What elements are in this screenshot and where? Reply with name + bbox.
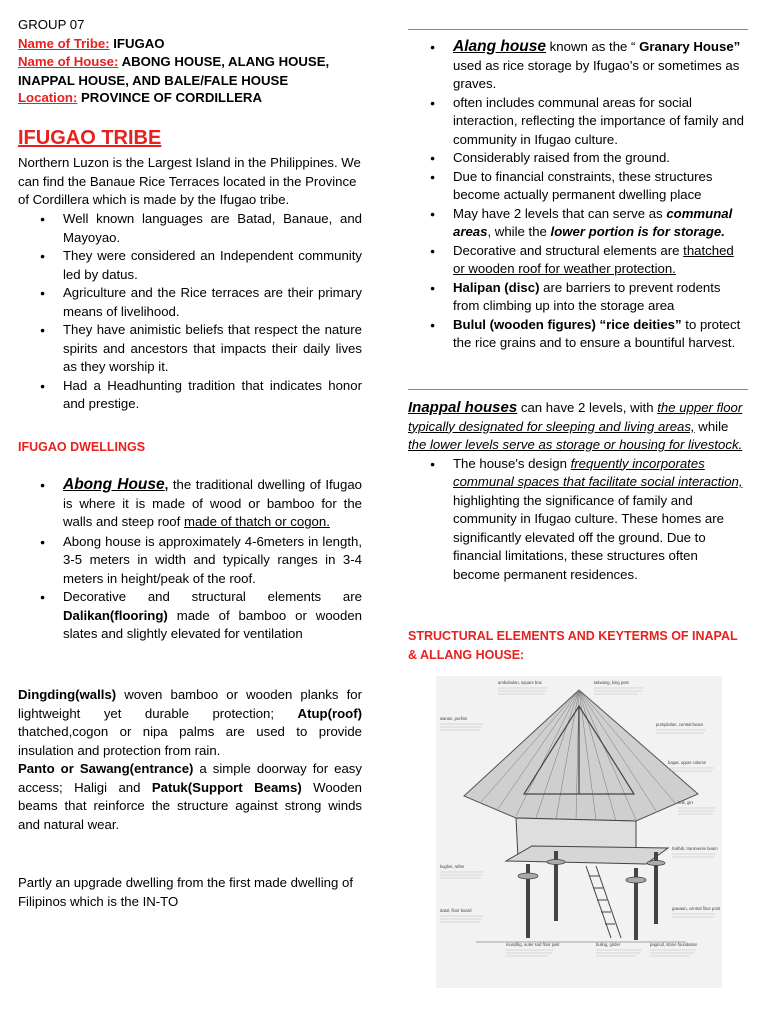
list-item [408,38,748,94]
diagram-label: datol, floor board [440,908,472,913]
atup-term: Atup(roof) [297,705,362,721]
panto-term: Panto or Sawang(entrance) [18,761,194,776]
list-item: ● Well known languages are Batad, Banaue, and Mayoyao. [18,210,362,247]
tribe-intro: Northern Luzon is the Largest Island in the Philippines. We can find the Banaue Rice Terraces located in the Province of Cordillera which is made by the Ifugao tribe. [18,155,361,207]
location-line [18,89,362,108]
inappal-p1: can have 2 levels, with [517,400,658,415]
halipan-term: Halipan (disc) [453,279,540,295]
tribe-title: IFUGAO TRIBE [18,127,162,149]
right-column [408,38,748,353]
group-label: GROUP 07 [18,17,85,32]
diagram-label: huk, girt [678,800,693,805]
abong-comma: , [164,477,169,492]
alang-bullet-list [408,38,748,353]
divider [408,29,748,30]
inappal-bullet-list [408,455,748,585]
inappal-house-name: Inappal houses [408,399,518,416]
tribe-line [18,35,362,54]
abong-bullet-list [18,476,362,644]
location-value: PROVINCE OF CORDILLERA [77,90,262,105]
alang-decor-b: thatched or wooden roof for weather protection. [453,242,734,276]
bulul-desc: to protect the rice grains and to ensure a bountiful harvest. [453,316,741,350]
alang-levels-b: communal areas [453,205,733,239]
alang-known: known as the “ [546,39,640,54]
dalikan-desc: made of bamboo or wooden slates and slightly elevated for ventilation [63,607,362,641]
tribe-label: Name of Tribe: [18,36,110,51]
decor-intro: Decorative and structural elements are [63,589,362,604]
structural-heading: STRUCTURAL ELEMENTS AND KEYTERMS OF INAPAL & ALLANG HOUSE: [408,629,738,662]
diagram-label: takwang, king post [594,680,629,685]
list-item: ● Agriculture and the Rice terraces are their primary means of livelihood. [18,284,362,321]
list-item [408,455,748,585]
diagram-label: ambubulan, square box [498,680,542,685]
halipan-desc: are barriers to prevent rodents from climbing up into the storage area [453,279,721,313]
house-label: Name of House: [18,54,119,69]
dalikan-term: Dalikan(flooring) [63,607,168,623]
list-item [408,279,748,316]
list-item [18,476,362,532]
abong-house-name: Abong House [63,476,165,493]
diagram-label: halihib, transverse beam [672,846,718,851]
abong-size: Abong house is approximately 4-6meters in length, 3-5 meters in width and typically ranges in 3-4 meters in height/peak of the roof. [63,533,362,586]
house-structure-diagram [436,676,722,988]
abong-roof: made of thatch or cogon. [183,514,330,529]
alang-financial: Due to financial constraints, these structures become actually permanent dwelling place [453,168,713,202]
list-item [408,242,748,279]
abong-elements-paragraph [18,686,362,834]
list-item [408,149,748,168]
diagram-label: mundilig, outer sod floor joist [506,942,560,947]
into-paragraph: Partly an upgrade dwelling from the first made dwelling of Filipinos which is the IN-TO [18,875,353,909]
patuk-desc: Wooden beams that reinforce the structure against strong winds and natural wear. [18,779,363,832]
inappal-design-a: The house's design [453,455,571,471]
list-item: ● Had a Headhunting tradition that indicates honor and prestige. [18,377,362,414]
location-label: Location: [18,90,78,105]
bulul-term: Bulul (wooden figures) “rice deities” [453,316,682,332]
dingding-desc: woven bamboo or wooden planks for lightweight yet durable protection; [18,687,362,721]
list-item [408,316,748,353]
panto-desc: a simple doorway for easy access; Haligi and [18,761,362,795]
inappal-p2: the upper floor typically designated for sleeping and living areas, [408,400,743,434]
floor [506,846,668,864]
granary-term: Granary House” [639,39,741,54]
diagram-label: pumpitolan, central beam [656,722,704,727]
tribe-value: IFUGAO [109,36,165,51]
alang-house-name: Alang house [453,38,547,55]
list-item [18,533,362,589]
inappal-p3: while [694,418,729,434]
inappal-p4: the lower levels serve as storage or housing for livestock. [408,437,743,452]
abong-desc: the traditional dwelling of Ifugao is where it is made of wood or bamboo for the walls and steep roof [63,477,362,529]
diagram-label: kughei, rafter [440,864,465,869]
list-item [408,168,748,205]
atup-desc: thatched,cogon or nipa palms are used to provide insulation and protection from rain. [18,724,362,758]
alang-communal: often includes communal areas for social interaction, reflecting the importance of family and community in Ifugao culture. [453,94,745,147]
inappal-paragraph [408,399,748,455]
alang-levels-c: , while the [487,224,551,239]
dingding-term: Dingding(walls) [18,687,117,702]
diagram-label: gawaan, central floor post [672,906,720,911]
alang-decor-a: Decorative and structural elements are [453,242,684,258]
list-item [18,588,362,644]
alang-known-rest: used as rice storage by Ifugao’s or sometimes as graves. [453,57,740,91]
house-value: ABONG HOUSE, ALANG HOUSE, INAPPAL HOUSE, AND BALE/FALE HOUSE [18,54,330,88]
diagram-label: pagnod, stone foundation [650,942,698,947]
tribe-bullet-list [18,210,362,414]
diagram-label: buling, girder [596,942,621,947]
inappal-section [408,399,748,584]
alang-raised: Considerably raised from the ground. [453,150,670,165]
inappal-design-b: frequently incorporates communal spaces that facilitate social interaction, [453,455,743,489]
alang-levels-a: May have 2 levels that can serve as [453,205,667,221]
diagram-label: wanan, purlins [440,716,468,721]
divider [408,389,748,390]
patuk-term: Patuk(Support Beams) [151,779,302,795]
alang-levels-d: lower portion is for storage. [550,224,725,239]
list-item: ● They have animistic beliefs that respect the nature spirits and ancestors that impacts their daily lives as they worship it. [18,321,362,377]
house-line [18,53,362,90]
list-item: ● They were considered an Independent community led by datus. [18,247,362,284]
list-item [408,94,748,150]
dwellings-heading: IFUGAO DWELLINGS [18,440,146,454]
inappal-design-c: highlighting the significance of family and community in Ifugao culture. These homes are significantly elevated off the ground. Due to financial limitations, these structures often become permanent residences. [453,492,724,582]
list-item [408,205,748,242]
diagram-label: bagat, upper column [668,760,707,765]
